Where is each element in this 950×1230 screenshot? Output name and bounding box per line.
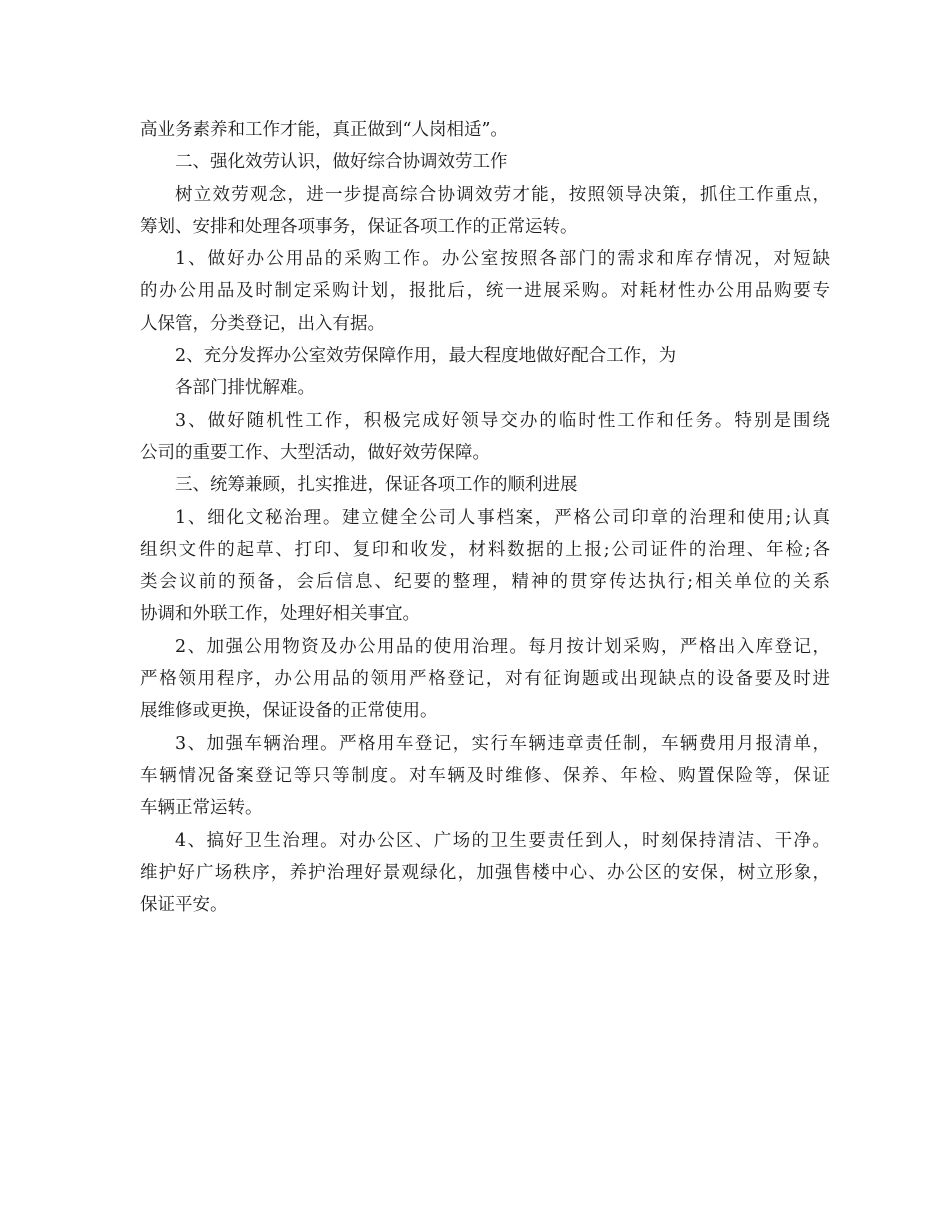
text-line: 高业务素养和工作才能，真正做到“人岗相适”。 <box>140 120 508 140</box>
text-line: 公司的重要工作、大型活动，做好效劳保障。 <box>140 442 490 463</box>
text-line: 树立效劳观念，进一步提高综合协调效劳才能，按照领导决策，抓住工作重点， <box>175 184 830 205</box>
text-line: 2、加强公用物资及办公用品的使用治理。每月按计划采购，严格出入库登记， <box>175 636 830 657</box>
text-line: 1、做好办公用品的采购工作。办公室按照各部门的需求和库存情况，对短缺 <box>175 249 830 270</box>
text-line: 3、加强车辆治理。严格用车登记，实行车辆违章责任制，车辆费用月报清单， <box>175 733 830 754</box>
text-line: 人保管，分类登记，出入有据。 <box>140 313 385 334</box>
text-line: 车辆正常运转。 <box>140 798 263 819</box>
text-line: 类会议前的预备，会后信息、纪要的整理，精神的贯穿传达执行;相关单位的关系 <box>140 572 830 593</box>
text-line: 维护好广场秩序，养护治理好景观绿化，加强售楼中心、办公区的安保，树立形象， <box>140 862 830 883</box>
text-line: 3、做好随机性工作，积极完成好领导交办的临时性工作和任务。特别是围绕 <box>175 410 830 431</box>
text-line: 保证平安。 <box>140 895 228 916</box>
text-line: 的办公用品及时制定采购计划，报批后，统一进展采购。对耗材性办公用品购要专 <box>140 281 830 302</box>
text-line: 车辆情况备案登记等只等制度。对车辆及时维修、保养、年检、购置保险等，保证 <box>140 765 830 786</box>
text-line: 展维修或更换，保证设备的正常使用。 <box>140 701 438 722</box>
text-line: 严格领用程序，办公用品的领用严格登记，对有征询题或出现缺点的设备要及时进 <box>140 669 830 690</box>
text-line: 各部门排忧解难。 <box>175 378 315 399</box>
section-heading-2: 二、强化效劳认识，做好综合协调效劳工作 <box>175 152 508 173</box>
text-line: 1、细化文秘治理。建立健全公司人事档案，严格公司印章的治理和使用;认真 <box>175 507 830 528</box>
text-line: 4、搞好卫生治理。对办公区、广场的卫生要责任到人，时刻保持清洁、干净。 <box>175 830 830 851</box>
text-line: 2、充分发挥办公室效劳保障作用，最大程度地做好配合工作，为 <box>175 346 677 367</box>
section-heading-3: 三、统筹兼顾，扎实推进，保证各项工作的顺利进展 <box>175 475 578 496</box>
text-line: 组织文件的起草、打印、复印和收发，材料数据的上报;公司证件的治理、年检;各 <box>140 539 830 560</box>
text-line: 筹划、安排和处理各项事务，保证各项工作的正常运转。 <box>140 216 578 237</box>
document-body <box>140 114 830 921</box>
text-line: 协调和外联工作，处理好相关事宜。 <box>140 604 420 625</box>
